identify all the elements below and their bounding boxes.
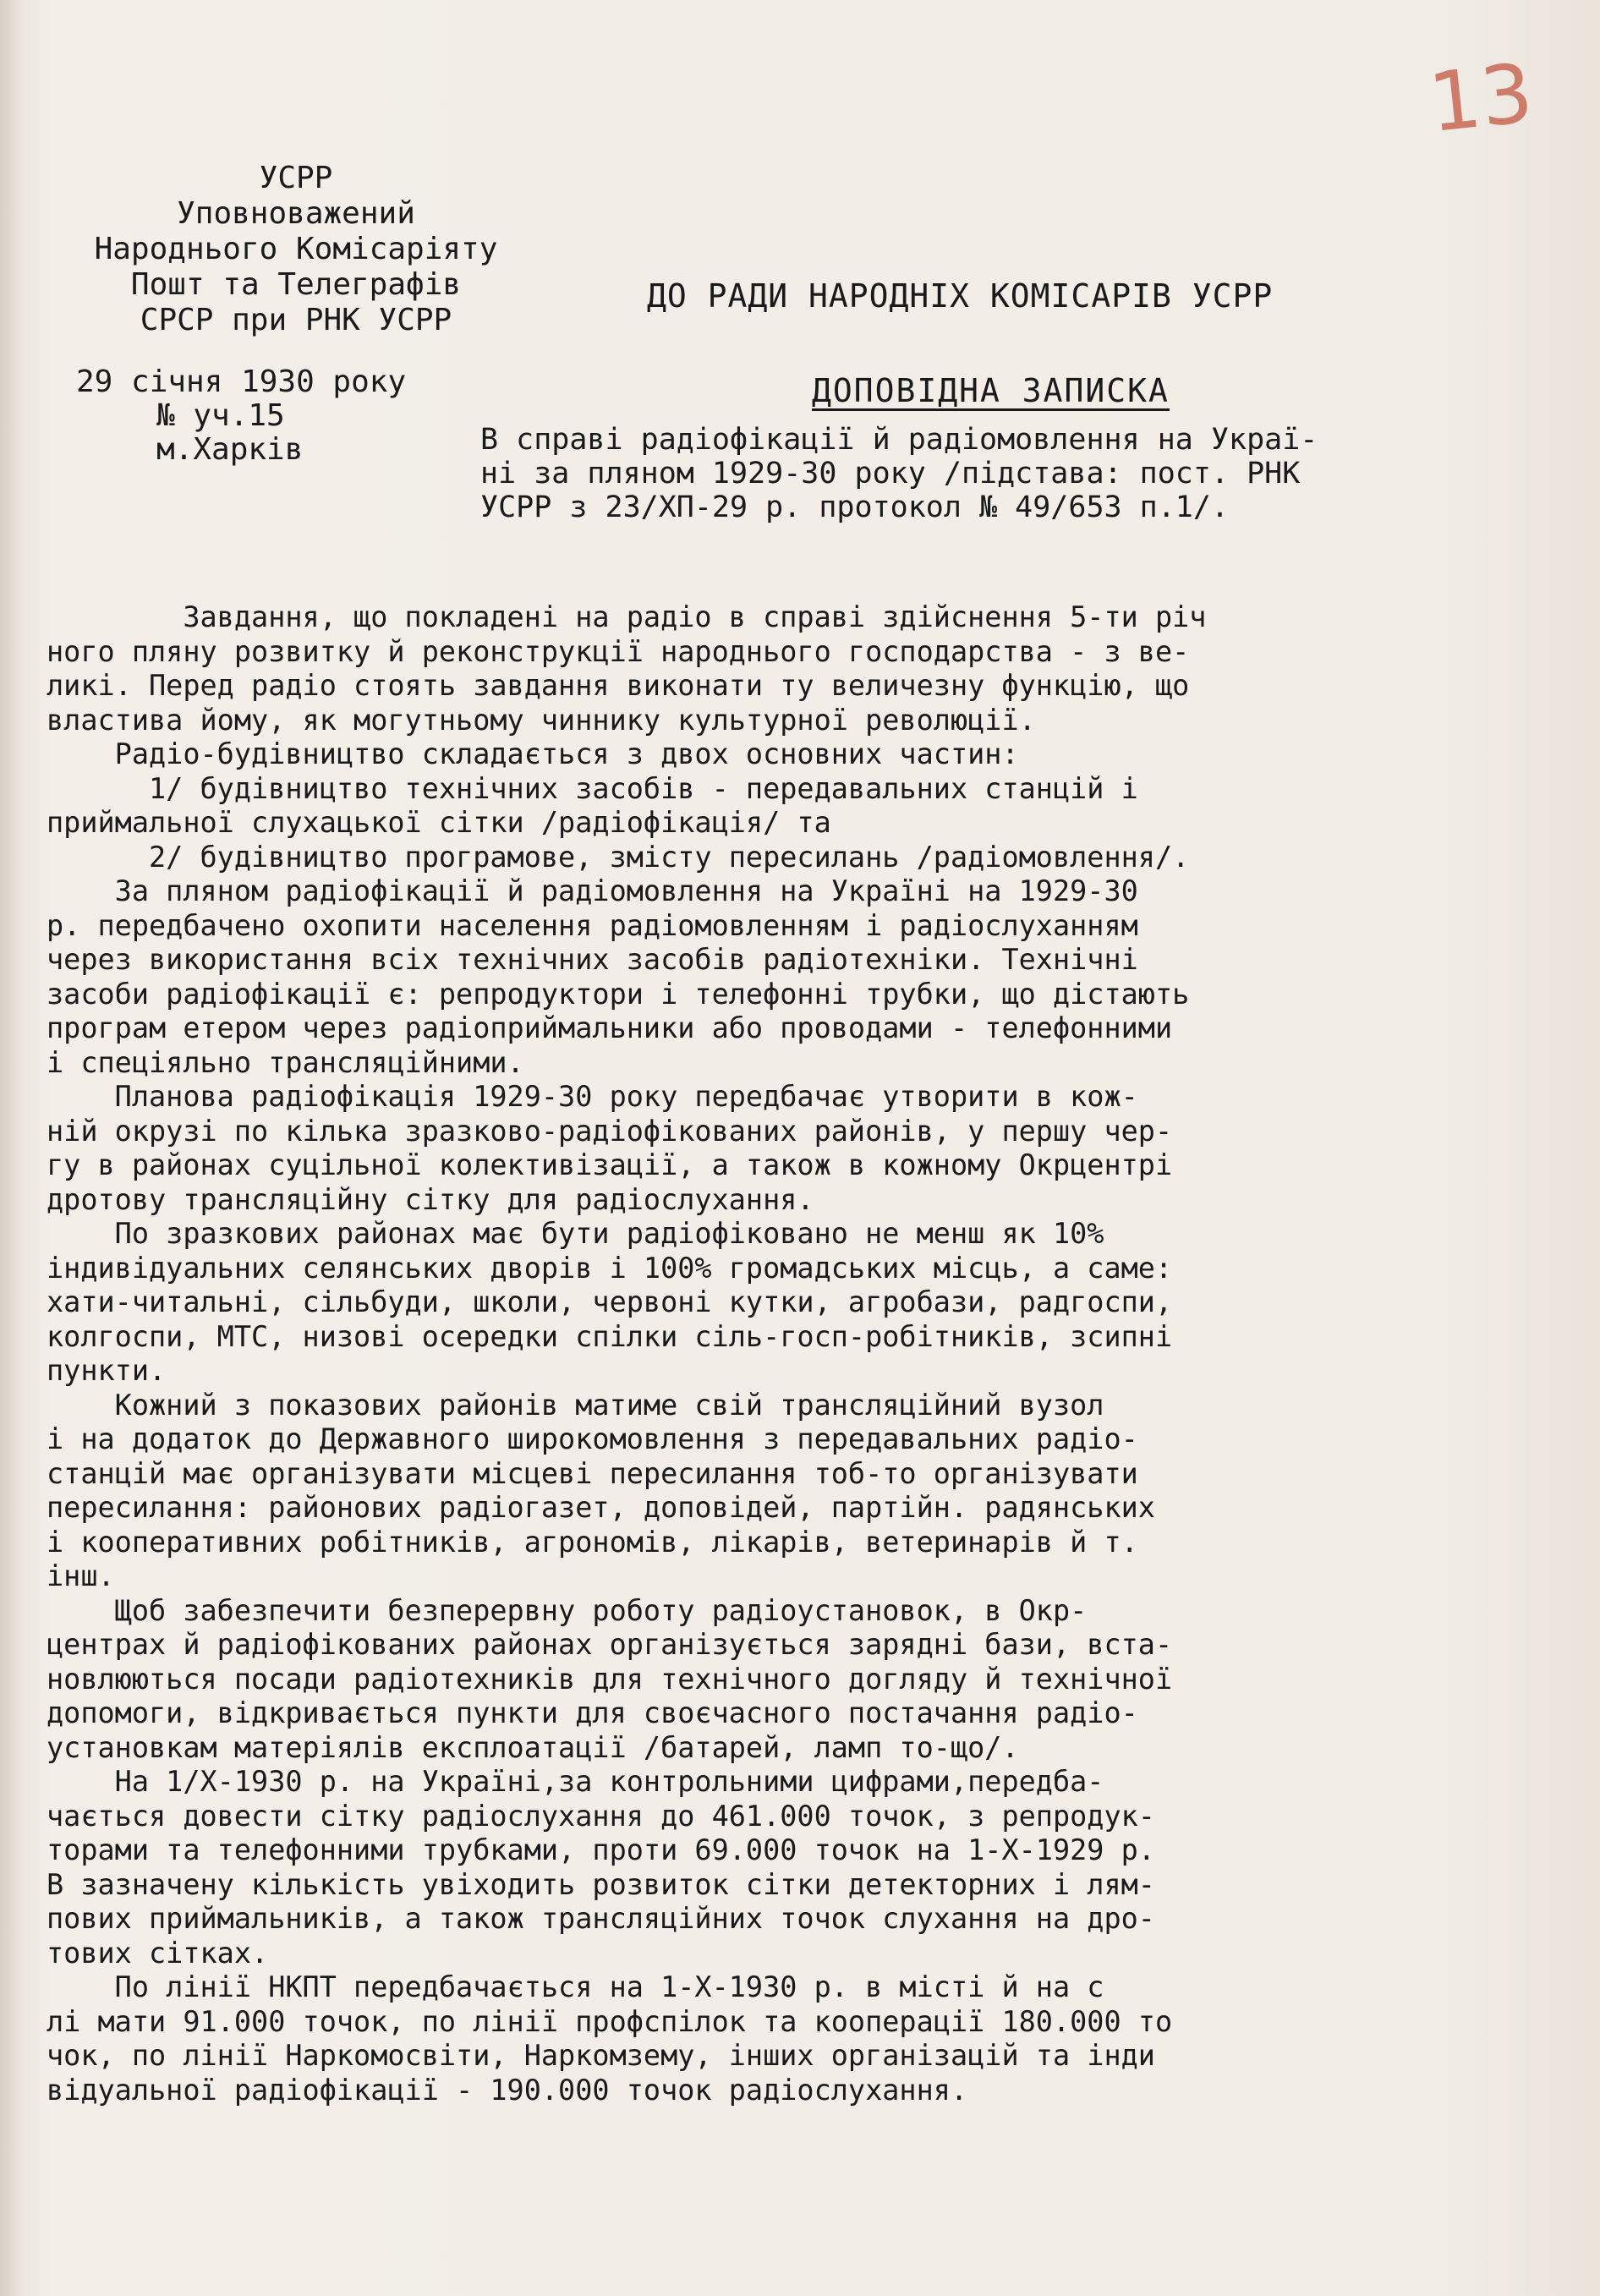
body-line: установкам матеріялів експлоатації /батарей, ламп то-що/. xyxy=(47,1730,1019,1764)
sender-line: УСРР xyxy=(259,161,333,195)
body-line: Кожний з показових районів матиме свій трансляційний вузол xyxy=(47,1388,1104,1422)
body-line: Радіо-будівництво складається з двох основних частин: xyxy=(47,737,1019,770)
body-line: програм етером через радіоприймальники або проводами - телефонними xyxy=(47,1011,1173,1044)
body-line: і спеціяльно трансляційними. xyxy=(47,1045,524,1079)
sender-line: Пошт та Телеграфів xyxy=(130,267,462,302)
body-line: через використання всіх технічних засобів радіотехніки. Технічні xyxy=(47,943,1138,976)
body-line: Щоб забезпечити безперервну роботу радіоустановок, в Окр- xyxy=(47,1593,1088,1627)
body-line: відуальної радіофікації - 190.000 точок радіослухання. xyxy=(47,2073,968,2107)
body-line: засоби радіофікації є: репродуктори і телефонні трубки, що дістають xyxy=(47,977,1190,1011)
subject-line: В справі радіофікації й радіомовлення на Украї- xyxy=(480,423,1318,457)
document-number: № уч.15 xyxy=(156,398,285,433)
body-line: станцій має організувати місцеві пересилання тоб-то організувати xyxy=(47,1456,1138,1490)
body-text xyxy=(47,600,1493,2107)
sender-line: СРСР при РНК УСРР xyxy=(140,303,452,337)
archive-page-number: 13 xyxy=(1424,45,1537,151)
body-line: ній окрузі по кілька зразково-радіофікованих районів, у першу чер- xyxy=(47,1114,1173,1148)
body-line: пересилання: районових радіогазет, доповідей, партійн. радянських xyxy=(47,1491,1155,1524)
body-line: По лінії НКПТ передбачається на 1-Х-1930 р. в місті й на с xyxy=(47,1970,1104,2003)
body-line: чок, по лінії Наркомосвіти, Наркомзему, інших організацій та інди xyxy=(47,2039,1155,2072)
body-paragraph xyxy=(47,1970,1493,2107)
body-paragraph xyxy=(47,874,1493,1080)
addressee: ДО РАДИ НАРОДНІХ КОМІСАРІВ УСРР xyxy=(647,277,1274,315)
body-line: і на додаток до Державного широкомовлення з передавальних радіо- xyxy=(47,1422,1138,1455)
body-line: По зразкових районах має бути радіофіковано не менш як 10% xyxy=(47,1217,1104,1250)
body-line: дротову трансляційну сітку для радіослухання. xyxy=(47,1182,814,1216)
body-paragraph xyxy=(47,737,1493,874)
document-title: ДОПОВІДНА ЗАПИСКА xyxy=(812,372,1170,409)
body-line: приймальної слухацької сітки /радіофікація/ та xyxy=(47,806,831,839)
body-line: За пляном радіофікації й радіомовлення на Україні на 1929-30 xyxy=(47,874,1138,907)
body-line: Планова радіофікація 1929-30 року передбачає утворити в кож- xyxy=(47,1080,1138,1113)
body-line: 1/ будівництво технічних засобів - передавальних станцій і xyxy=(47,771,1138,805)
body-line: р. передбачено охопити населення радіомовленням і радіослуханням xyxy=(47,908,1138,942)
date-block xyxy=(76,365,406,467)
body-line: пункти. xyxy=(47,1354,167,1387)
body-line: центрах й радіофікованих районах організується зарядні бази, вста- xyxy=(47,1628,1173,1661)
sender-line: Уповноважений xyxy=(177,196,415,231)
body-line: В зазначену кількість увіходить розвиток сітки детекторних і лям- xyxy=(47,1867,1155,1901)
body-line: На 1/Х-1930 р. на Україні,за контрольними цифрами,передба- xyxy=(47,1765,1104,1798)
body-line: новлюються посади радіотехників для технічного догляду й технічної xyxy=(47,1662,1173,1696)
body-line: колгоспи, МТС, низові осередки спілки сіль-госп-робітників, зсипні xyxy=(47,1319,1173,1353)
document-date: 29 січня 1930 року xyxy=(76,364,407,399)
sender-block xyxy=(51,161,541,338)
body-line: інш. xyxy=(47,1559,115,1592)
page-edge-shadow xyxy=(0,0,19,2296)
body-line: ликі. Перед радіо стоять завдання виконати ту величезну функцію, що xyxy=(47,669,1190,702)
body-paragraph xyxy=(47,1765,1493,1970)
body-line: властива йому, як могутньому чиннику культурної революції. xyxy=(47,703,1036,737)
body-line: Завдання, що покладені на радіо в справі здійснення 5-ти річ xyxy=(47,600,1207,633)
sender-line: Народнього Комісаріяту xyxy=(94,232,498,266)
body-paragraph xyxy=(47,1594,1493,1766)
subject-line: ні за пляном 1929-30 року /підстава: пост. РНК xyxy=(480,457,1301,490)
body-paragraph xyxy=(47,1217,1493,1389)
body-line: гу в районах суцільної колективізації, а також в кожному Окрцентрі xyxy=(47,1148,1173,1181)
body-line: хати-читальні, сільбуди, школи, червоні кутки, агробази, радгоспи, xyxy=(47,1285,1173,1318)
body-line: пових приймальників, а також трансляційних точок слухання на дро- xyxy=(47,1902,1155,1935)
body-line: ного пляну розвитку й реконструкції народнього господарства - з ве- xyxy=(47,634,1190,668)
body-line: торами та телефонними трубками, проти 69.000 точок на 1-Х-1929 р. xyxy=(47,1833,1155,1866)
subject-line: УСРР з 23/ХП-29 р. протокол № 49/653 п.1/. xyxy=(480,490,1230,524)
body-line: лі мати 91.000 точок, по лінії профспілок та кооперації 180.000 то xyxy=(47,2004,1173,2038)
body-paragraph xyxy=(47,600,1493,737)
body-paragraph xyxy=(47,1389,1493,1594)
body-line: чається довести сітку радіослухання до 461.000 точок, з репродук- xyxy=(47,1799,1155,1833)
subject-block xyxy=(480,423,1495,524)
body-line: допомоги, відкривається пункти для своєчасного постачання радіо- xyxy=(47,1696,1138,1729)
body-paragraph xyxy=(47,1080,1493,1217)
body-line: 2/ будівництво програмове, змісту пересилань /радіомовлення/. xyxy=(47,840,1190,874)
body-line: індивідуальних селянських дворів і 100% громадських місць, а саме: xyxy=(47,1251,1173,1285)
body-line: і кооперативних робітників, агрономів, лікарів, ветеринарів й т. xyxy=(47,1525,1138,1559)
body-line: тових сітках. xyxy=(47,1936,269,1970)
document-place: м.Харків xyxy=(156,432,304,467)
